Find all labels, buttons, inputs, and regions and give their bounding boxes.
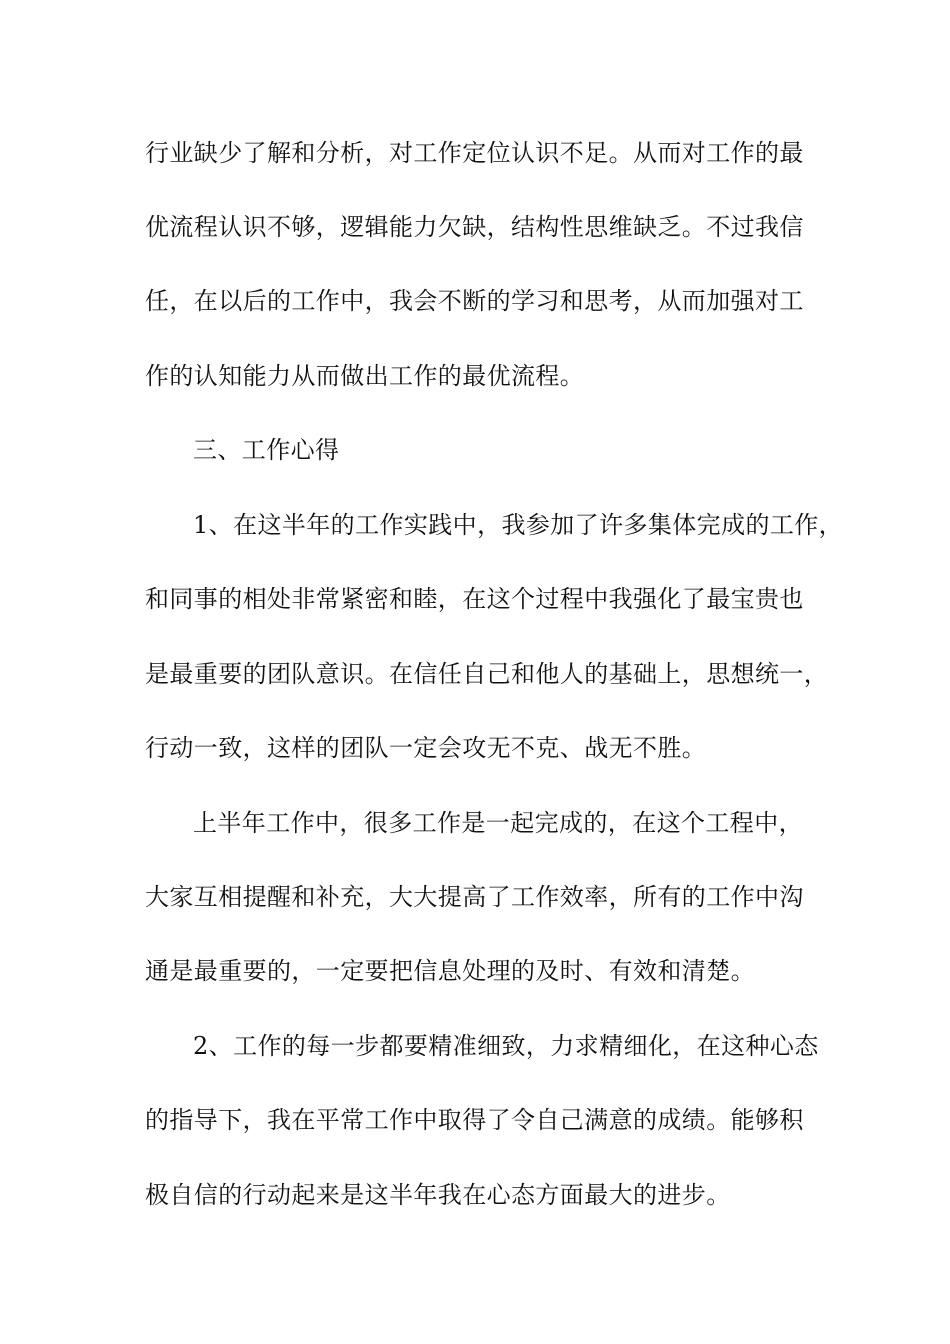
section-heading: 三、工作心得 xyxy=(193,436,340,464)
text-line: 行业缺少了解和分析，对工作定位认识不足。从而对工作的最 xyxy=(145,139,804,167)
text-line: 2、工作的每一步都要精准细致，力求精细化，在这种心态 xyxy=(193,1032,819,1060)
text-line: 是最重要的团队意识。在信任自己和他人的基础上，思想统一， xyxy=(145,660,829,688)
text-line: 优流程认识不够，逻辑能力欠缺，结构性思维缺乏。不过我信 xyxy=(145,213,804,241)
text-line: 的指导下，我在平常工作中取得了令自己满意的成绩。能够积 xyxy=(145,1106,804,1134)
text-line: 极自信的行动起来是这半年我在心态方面最大的进步。 xyxy=(145,1181,731,1209)
text-line: 行动一致，这样的团队一定会攻无不克、战无不胜。 xyxy=(145,734,707,762)
text-line: 和同事的相处非常紧密和睦，在这个过程中我强化了最宝贵也 xyxy=(145,585,804,613)
text-line: 任，在以后的工作中，我会不断的学习和思考，从而加强对工 xyxy=(145,287,804,315)
text-line: 1、在这半年的工作实践中，我参加了许多集体完成的工作， xyxy=(193,511,844,539)
text-line: 作的认知能力从而做出工作的最优流程。 xyxy=(145,362,585,390)
text-line: 上半年工作中，很多工作是一起完成的，在这个工程中， xyxy=(193,809,803,837)
text-line: 大家互相提醒和补充，大大提高了工作效率，所有的工作中沟 xyxy=(145,883,804,911)
text-line: 通是最重要的，一定要把信息处理的及时、有效和清楚。 xyxy=(145,957,755,985)
